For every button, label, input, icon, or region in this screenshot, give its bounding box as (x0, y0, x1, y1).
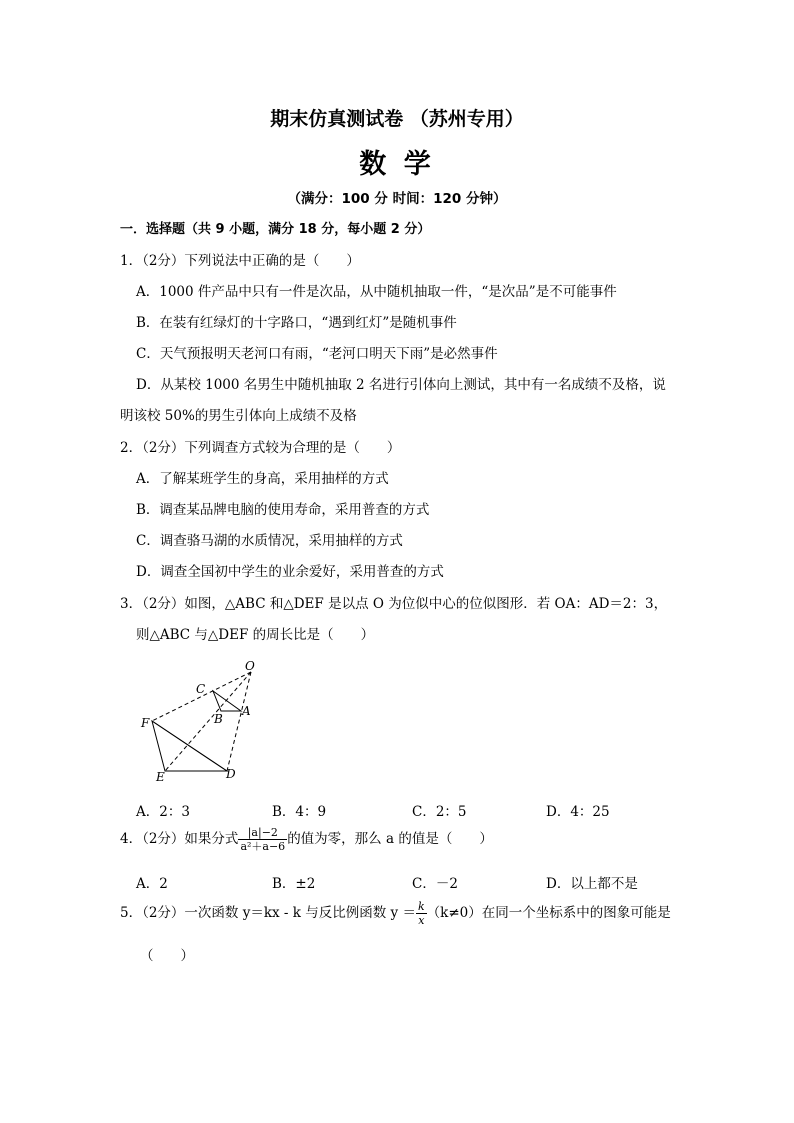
label-d: D (226, 767, 236, 781)
label-o: O (245, 659, 255, 673)
exam-title: 期末仿真测试卷 （苏州专用） (270, 108, 524, 130)
question-4-option-d: D．以上都不是 (546, 876, 638, 892)
question-4-frac-den: a²＋a−6 (240, 840, 286, 853)
ray-o-e (165, 672, 251, 771)
ray-o-d (227, 672, 251, 771)
question-2-option-c: C．调查骆马湖的水质情况，采用抽样的方式 (136, 533, 403, 549)
question-4-frac-num: |a|−2 (238, 826, 287, 840)
question-5-stem-cont: （ ） (140, 948, 194, 964)
question-2-stem: 2．（2分）下列调查方式较为合理的是（ ） (120, 440, 401, 456)
label-a: A (242, 704, 251, 718)
question-4-option-a: A．2 (136, 876, 168, 892)
question-1-option-d: D．从某校 1000 名男生中随机抽取 2 名进行引体向上测试，其中有一名成绩不及格，说 (136, 377, 666, 393)
question-2-option-a: A．了解某班学生的身高，采用抽样的方式 (136, 471, 389, 487)
question-3-stem-cont: 则△ABC 与△DEF 的周长比是（ ） (136, 627, 375, 643)
question-3-option-a: A．2：3 (136, 804, 190, 820)
section-heading: 一．选择题（共 9 小题，满分 18 分，每小题 2 分） (120, 222, 431, 237)
question-1-option-a: A．1000 件产品中只有一件是次品，从中随机抽取一件，“是次品”是不可能事件 (136, 284, 617, 300)
question-4-option-c: C．－2 (412, 876, 458, 892)
question-2-option-b: B．调查某品牌电脑的使用寿命，采用普查的方式 (136, 502, 430, 518)
question-3-option-d: D．4：25 (546, 804, 610, 820)
exam-meta: （满分：100 分 时间：120 分钟） (287, 191, 507, 207)
question-1-stem: 1．（2分）下列说法中正确的是（ ） (120, 253, 360, 269)
question-3-option-c: C．2：5 (412, 804, 467, 820)
question-1-option-b: B．在装有红绿灯的十字路口，“遇到红灯”是随机事件 (136, 315, 457, 331)
ray-o-f (152, 672, 251, 721)
question-4-stem (120, 826, 493, 853)
question-1-option-d-cont: 明该校 50%的男生引体向上成绩不及格 (120, 408, 357, 424)
label-e: E (156, 770, 165, 783)
question-2-option-d: D．调查全国初中学生的业余爱好，采用普查的方式 (136, 564, 444, 580)
question-5-stem-post: （k≠0）在同一个坐标系中的图象可能是 (426, 905, 671, 921)
triangle-abc (213, 691, 241, 711)
question-4-option-b: B．±2 (272, 876, 316, 892)
label-c: C (196, 682, 206, 696)
question-3-stem: 3．（2分）如图，△ABC 和△DEF 是以点 O 为位似中心的位似图形．若 OA：AD＝2：3， (120, 596, 668, 612)
subject-title: 数 学 (359, 149, 435, 180)
label-b: B (214, 712, 223, 726)
question-5-stem-pre: 5．（2分）一次函数 y＝kx - k 与反比例函数 y ＝ (120, 905, 416, 921)
question-3-option-b: B．4：9 (272, 804, 327, 820)
question-4-stem-post: 的值为零，那么 a 的值是（ ） (287, 831, 493, 847)
question-5-stem (120, 900, 671, 927)
question-5-fraction (416, 900, 427, 927)
similar-triangles-figure (130, 655, 270, 783)
question-1-option-c: C．天气预报明天老河口有雨，“老河口明天下雨”是必然事件 (136, 346, 498, 362)
question-4-stem-pre: 4．（2分）如果分式 (120, 831, 239, 847)
question-5-frac-num: k (417, 900, 425, 913)
question-4-fraction (238, 826, 287, 853)
question-5-frac-den: x (418, 914, 425, 927)
label-f: F (141, 716, 150, 730)
